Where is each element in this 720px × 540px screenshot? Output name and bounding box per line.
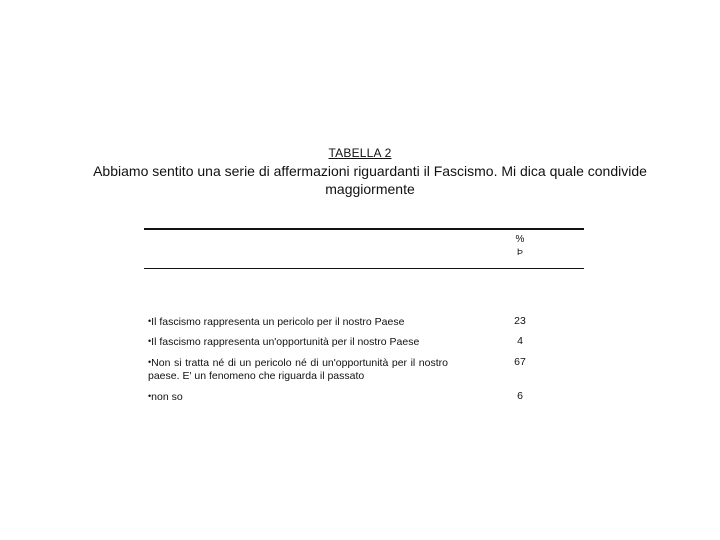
table-caption: TABELLA 2 bbox=[328, 146, 392, 160]
row-label: Non si tratta né di un pericolo né di un'opportunità per il nostro paese. E' un fenomeno che riguarda il passato bbox=[148, 357, 448, 382]
bullet-icon: • bbox=[148, 336, 152, 346]
bullet-icon: • bbox=[148, 357, 152, 367]
row-label: Il fascismo rappresenta un pericolo per il nostro Paese bbox=[151, 316, 405, 328]
percent-label: % bbox=[515, 234, 525, 245]
row-label: Il fascismo rappresenta un'opportunità per il nostro Paese bbox=[151, 336, 420, 348]
row-value: 4 bbox=[517, 335, 523, 347]
row-value: 6 bbox=[517, 390, 523, 402]
bullet-icon: • bbox=[148, 316, 152, 326]
table-header-rule bbox=[144, 268, 584, 269]
bullet-icon: • bbox=[148, 391, 152, 401]
percent-column-header bbox=[500, 233, 540, 259]
row-value: 67 bbox=[514, 356, 526, 368]
row-value: 23 bbox=[514, 315, 526, 327]
column-subheader-symbol: Þ bbox=[516, 247, 523, 257]
question-title: Abbiamo sentito una serie di affermazioni riguardanti il Fascismo. Mi dica quale condivide maggiormente bbox=[93, 163, 647, 197]
row-label: non so bbox=[151, 391, 183, 403]
table-top-rule bbox=[144, 228, 584, 230]
